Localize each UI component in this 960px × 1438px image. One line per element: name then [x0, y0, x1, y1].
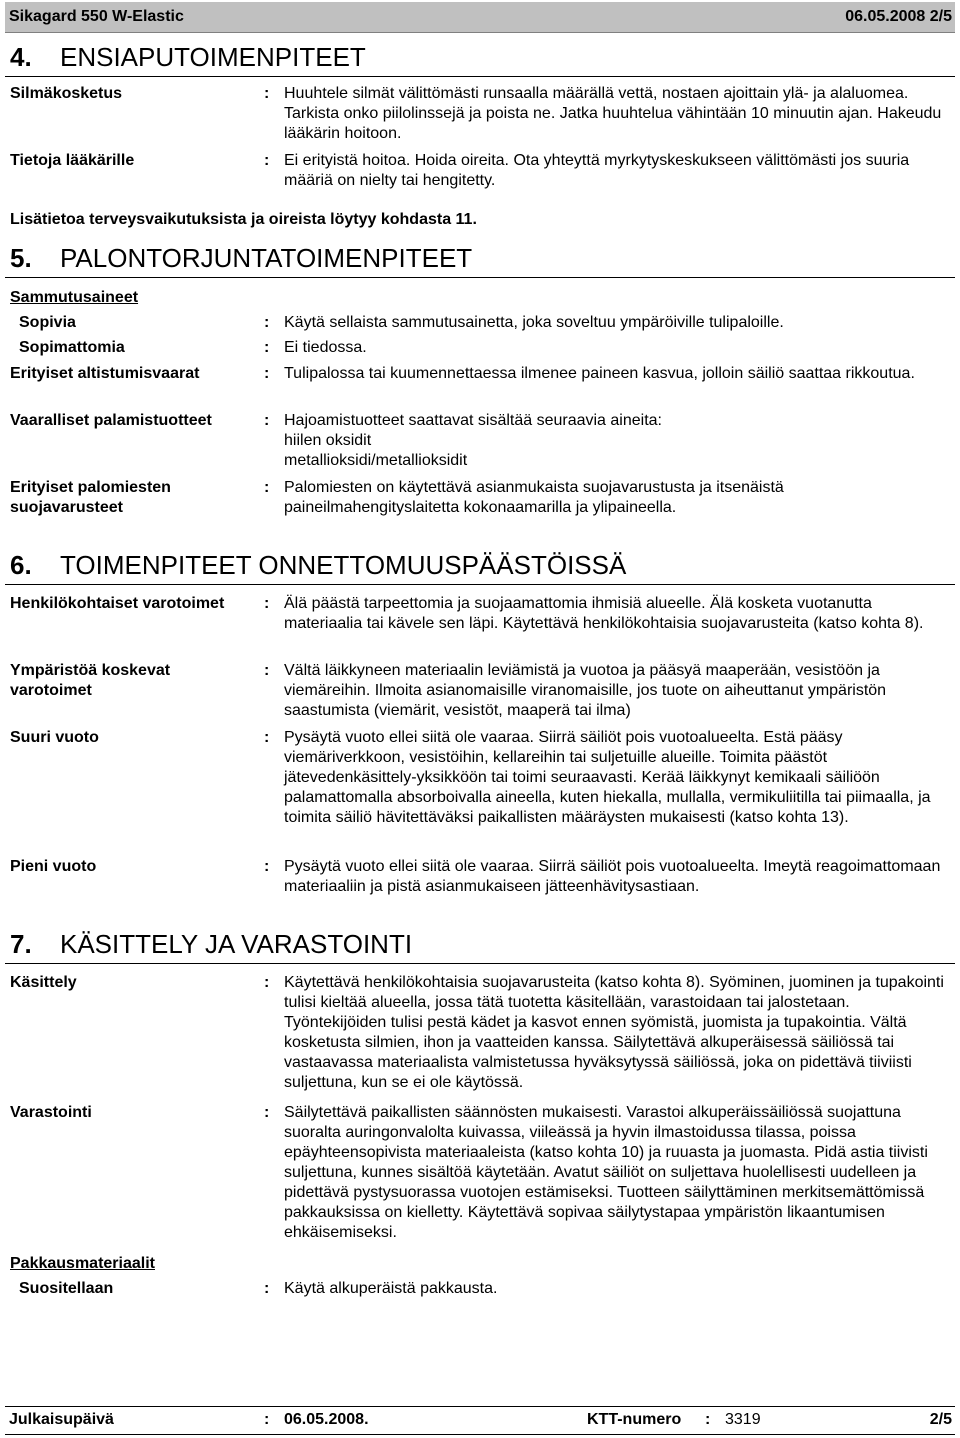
section-5-title [10, 243, 472, 273]
field-value: Älä päästä tarpeettomia ja suojaamattomia ihmisiä alueelle. Älä kosketa vuotanutta materiaalia tai kävele sen läpi. Käytettävä henkilökohtaisia suojavarusteita (katso kohta 8). [284, 595, 924, 632]
field-value: Ei tiedossa. [284, 339, 367, 356]
field-value: Palomiesten on käytettävä asianmukaista suojavarustusta ja itsenäistä paineilmahengityslaitetta kokonaamarilla ja ylipaineella. [284, 479, 784, 516]
ktt-colon: : [705, 1411, 711, 1428]
label-line: Ympäristöä koskevat [10, 662, 171, 679]
field-value: Käytettävä henkilökohtaisia suojavarusteita (katso kohta 8). Syöminen, juominen ja tupakointi tulisi kieltää alueella, jossa tätä tuotetta käsitellään, varastoidaan tai jalostetaan. Työntekijöiden tulisi pestä kädet ja kasvot ennen syömistä, juomista ja tupakointia. Vältä kosketusta silmien, ihon ja vaatteiden kanssa. Säilytettävä alkuperäisessä säiliössä tai vastaavassa materiaalista valmistetussa hyväksytyssä säiliössä, joka on pidettävä tiiviisti suljettuna, kun se ei ole käytössä. [284, 974, 944, 1091]
ktt-label: KTT-numero [587, 1411, 682, 1428]
label-line: varotoimet [10, 682, 92, 699]
section-6-title [10, 550, 626, 580]
section-title-text: KÄSITTELY JA VARASTOINTI [60, 929, 413, 959]
field-label: Vaaralliset palamistuotteet [10, 412, 212, 429]
field-label: Varastointi [10, 1104, 92, 1121]
section-divider [5, 76, 955, 77]
product-name: Sikagard 550 W-Elastic [9, 8, 184, 25]
field-colon: : [264, 339, 270, 356]
section-title-text: ENSIAPUTOIMENPITEET [60, 42, 366, 72]
field-colon: : [264, 479, 270, 496]
field-value [284, 411, 946, 471]
document-footer [5, 1406, 955, 1435]
field-label: Henkilökohtaiset varotoimet [10, 595, 225, 612]
section-title-text: PALONTORJUNTATOIMENPITEET [60, 243, 473, 273]
section-number: 5. [10, 243, 32, 273]
field-value: Tulipalossa tai kuumennettaessa ilmenee paineen kasvua, jolloin säiliö saattaa rikkoutua. [284, 365, 915, 382]
field-colon: : [264, 152, 270, 169]
ktt-value: 3319 [725, 1411, 761, 1428]
field-colon: : [264, 314, 270, 331]
field-value: Käytä sellaista sammutusainetta, joka soveltuu ympäröiville tulipaloille. [284, 314, 784, 331]
field-colon: : [264, 729, 270, 746]
section-divider [5, 584, 955, 585]
field-colon: : [264, 662, 270, 679]
field-label: Suuri vuoto [10, 729, 99, 746]
page-number: 2/5 [929, 1411, 952, 1428]
section-4-title [10, 42, 366, 72]
field-value: Huuhtele silmät välittömästi runsaalla määrällä vettä, nostaen ajoittain ylä- ja alaluomea. Tarkista onko piilolinssejä ja poista ne. Jatka huuhtelua vähintään 10 minuutin ajan. Hakeudu lääkärin hoitoon. [284, 85, 942, 142]
section-7-title [10, 929, 412, 959]
field-colon: : [264, 365, 270, 382]
value-line: hiilen oksidit [284, 432, 372, 449]
field-label: Tietoja lääkärille [10, 152, 135, 169]
field-value: Ei erityistä hoitoa. Hoida oireita. Ota yhteyttä myrkytyskeskukseen välittömästi jos suuria määriä on nielty tai hengitetty. [284, 152, 910, 189]
field-value: Pysäytä vuoto ellei siitä ole vaaraa. Siirrä säiliöt pois vuotoalueelta. Imeytä reagoimattomaan materiaaliin ja pistä asianmukaiseen jätteenhävitysastiaan. [284, 858, 941, 895]
subsection-heading: Pakkausmateriaalit [10, 1255, 155, 1272]
field-colon: : [264, 412, 270, 429]
publication-colon: : [264, 1411, 270, 1428]
field-value: Säilytettävä paikallisten säännösten mukaisesti. Varastoi alkuperäissäiliössä suojattuna suoralta auringonvalolta kuivassa, viileässä ja hyvin ilmastoidussa tilassa, poissa epäyhteensopivista materiaaleista (katso kohta 10) ja ruuasta ja juomasta. Pidä astia tiivisti suljettuna, kunnes sisältöä käytetään. Avatut säiliöt on suljettava huolellisesti uudelleen ja pidettävä pystysuorassa vuotojen estämiseksi. Tuotteen säilyttäminen merkitsemättömissä pakkauksissa on kielletty. Käytettävä sopivaa säilytystapaa ympäristön likaantumisen ehkäisemiseksi. [284, 1104, 928, 1241]
field-colon: : [264, 1280, 270, 1297]
subsection-heading: Sammutusaineet [10, 289, 139, 306]
section-note: Lisätietoa terveysvaikutuksista ja oireista löytyy kohdasta 11. [10, 211, 477, 228]
section-number: 4. [10, 42, 32, 72]
section-number: 6. [10, 550, 32, 580]
field-label: Käsittely [10, 974, 77, 991]
section-divider [5, 277, 955, 278]
label-line: Erityiset palomiesten [10, 479, 171, 496]
field-label: Pieni vuoto [10, 858, 97, 875]
field-label: Erityiset altistumisvaarat [10, 365, 200, 382]
field-colon: : [264, 85, 270, 102]
field-label [10, 661, 260, 701]
value-line: metallioksidi/metallioksidit [284, 452, 468, 469]
field-label: Silmäkosketus [10, 85, 123, 102]
publication-label: Julkaisupäivä [9, 1411, 114, 1428]
field-colon: : [264, 1104, 270, 1121]
field-label: Sopivia [19, 314, 76, 331]
field-label: Suositellaan [19, 1280, 114, 1297]
field-colon: : [264, 974, 270, 991]
field-colon: : [264, 595, 270, 612]
document-header [5, 2, 955, 33]
field-value: Vältä läikkyneen materiaalin leviämistä ja vuotoa ja pääsyä maaperään, vesistöön ja viemäreihin. Ilmoita asianomaisille viranomaisille, jos tuote on aiheuttanut ympäristön saastumista (viemärit, vesistöt, maaperä tai ilma) [284, 662, 887, 719]
section-divider [5, 963, 955, 964]
field-value: Käytä alkuperäistä pakkausta. [284, 1280, 498, 1297]
field-label: Sopimattomia [19, 339, 125, 356]
section-title-text: TOIMENPITEET ONNETTOMUUSPÄÄSTÖISSÄ [60, 550, 627, 580]
field-value: Pysäytä vuoto ellei siitä ole vaaraa. Siirrä säiliöt pois vuotoalueelta. Estä pääsy viemäriverkkoon, vesistöihin, kellareihin tai suljetuille alueille. Toimita päästöt jätevedenkäsittely-yksikköön tai toimi seuraavasti. Kerää läikkynyt kemikaali säiliöön palamattomalla absorboivalla aineella, kuten hiekalla, mullalla, vermikuliitilla tai piimaalla, ja toimita säiliö hävitettäväksi paikallisten määräysten mukaisesti (katso kohta 13). [284, 729, 931, 826]
field-label [10, 478, 260, 518]
publication-date: 06.05.2008. [284, 1411, 369, 1428]
value-line: Hajoamistuotteet saattavat sisältää seuraavia aineita: [284, 412, 662, 429]
section-number: 7. [10, 929, 32, 959]
header-date-page: 06.05.2008 2/5 [845, 8, 952, 25]
label-line: suojavarusteet [10, 499, 123, 516]
field-colon: : [264, 858, 270, 875]
